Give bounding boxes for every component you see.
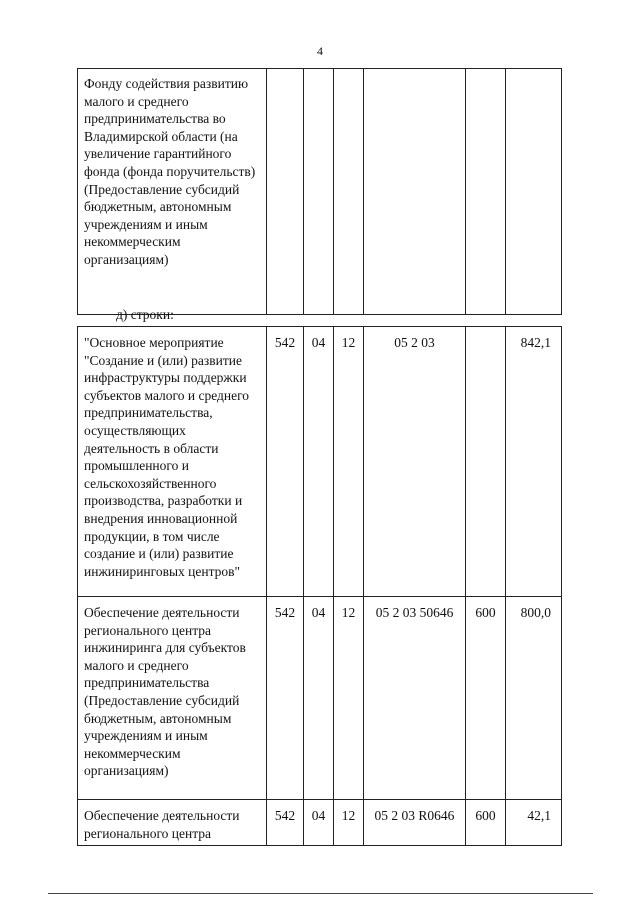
subsection-code-cell: 12 [334,800,364,846]
subsection-code-cell [334,69,364,315]
row-name-cell: Обеспечение деятельности регионального центра инжиниринга для субъектов малого и среднего предпринимательства (Предоставление субсидий бюджетным, автономным учреждениям и иным некоммерческим организациям) [78,597,267,800]
budget-table-continuation [77,68,562,315]
target-article-cell: 05 2 03 50646 [364,597,466,800]
amount-cell: 842,1 [506,327,562,597]
amount-cell [506,69,562,315]
ministry-code-cell [267,69,304,315]
expense-type-cell [466,327,506,597]
table-row [78,597,562,800]
amount-cell: 42,1 [506,800,562,846]
table-row [78,327,562,597]
section-label: д) строки: [116,307,174,322]
table-row [78,69,562,315]
ministry-code-cell: 542 [267,327,304,597]
section-code-cell: 04 [304,597,334,800]
row-name-cell: Фонду содействия развитию малого и среднего предпринимательства во Владимирской области (на увеличение гарантийного фонда (фонда поручительств) (Предоставление субсидий бюджетным, автономным учреждениям и иным некоммерческим организациям) [78,69,267,315]
amount-cell: 800,0 [506,597,562,800]
section-code-cell: 04 [304,800,334,846]
ministry-code-cell: 542 [267,800,304,846]
row-name-cell: Обеспечение деятельности регионального центра [78,800,267,846]
page-bottom-divider [48,893,593,894]
expense-type-cell [466,69,506,315]
target-article-cell: 05 2 03 [364,327,466,597]
subsection-code-cell: 12 [334,327,364,597]
target-article-cell [364,69,466,315]
expense-type-cell: 600 [466,800,506,846]
page-number: 4 [317,44,323,58]
section-code-cell [304,69,334,315]
ministry-code-cell: 542 [267,597,304,800]
table-row [78,800,562,846]
section-code-cell: 04 [304,327,334,597]
target-article-cell: 05 2 03 R0646 [364,800,466,846]
row-name-cell: "Основное мероприятие "Создание и (или) развитие инфраструктуры поддержки субъектов малого и среднего предпринимательства, осуществляющих деятельность в области промышленного и сельскохозяйственного производства, разработки и внедрения инновационной продукции, в том числе создание и (или) развитие инжиниринговых центров" [78,327,267,597]
budget-table-new-rows [77,326,562,846]
expense-type-cell: 600 [466,597,506,800]
subsection-code-cell: 12 [334,597,364,800]
